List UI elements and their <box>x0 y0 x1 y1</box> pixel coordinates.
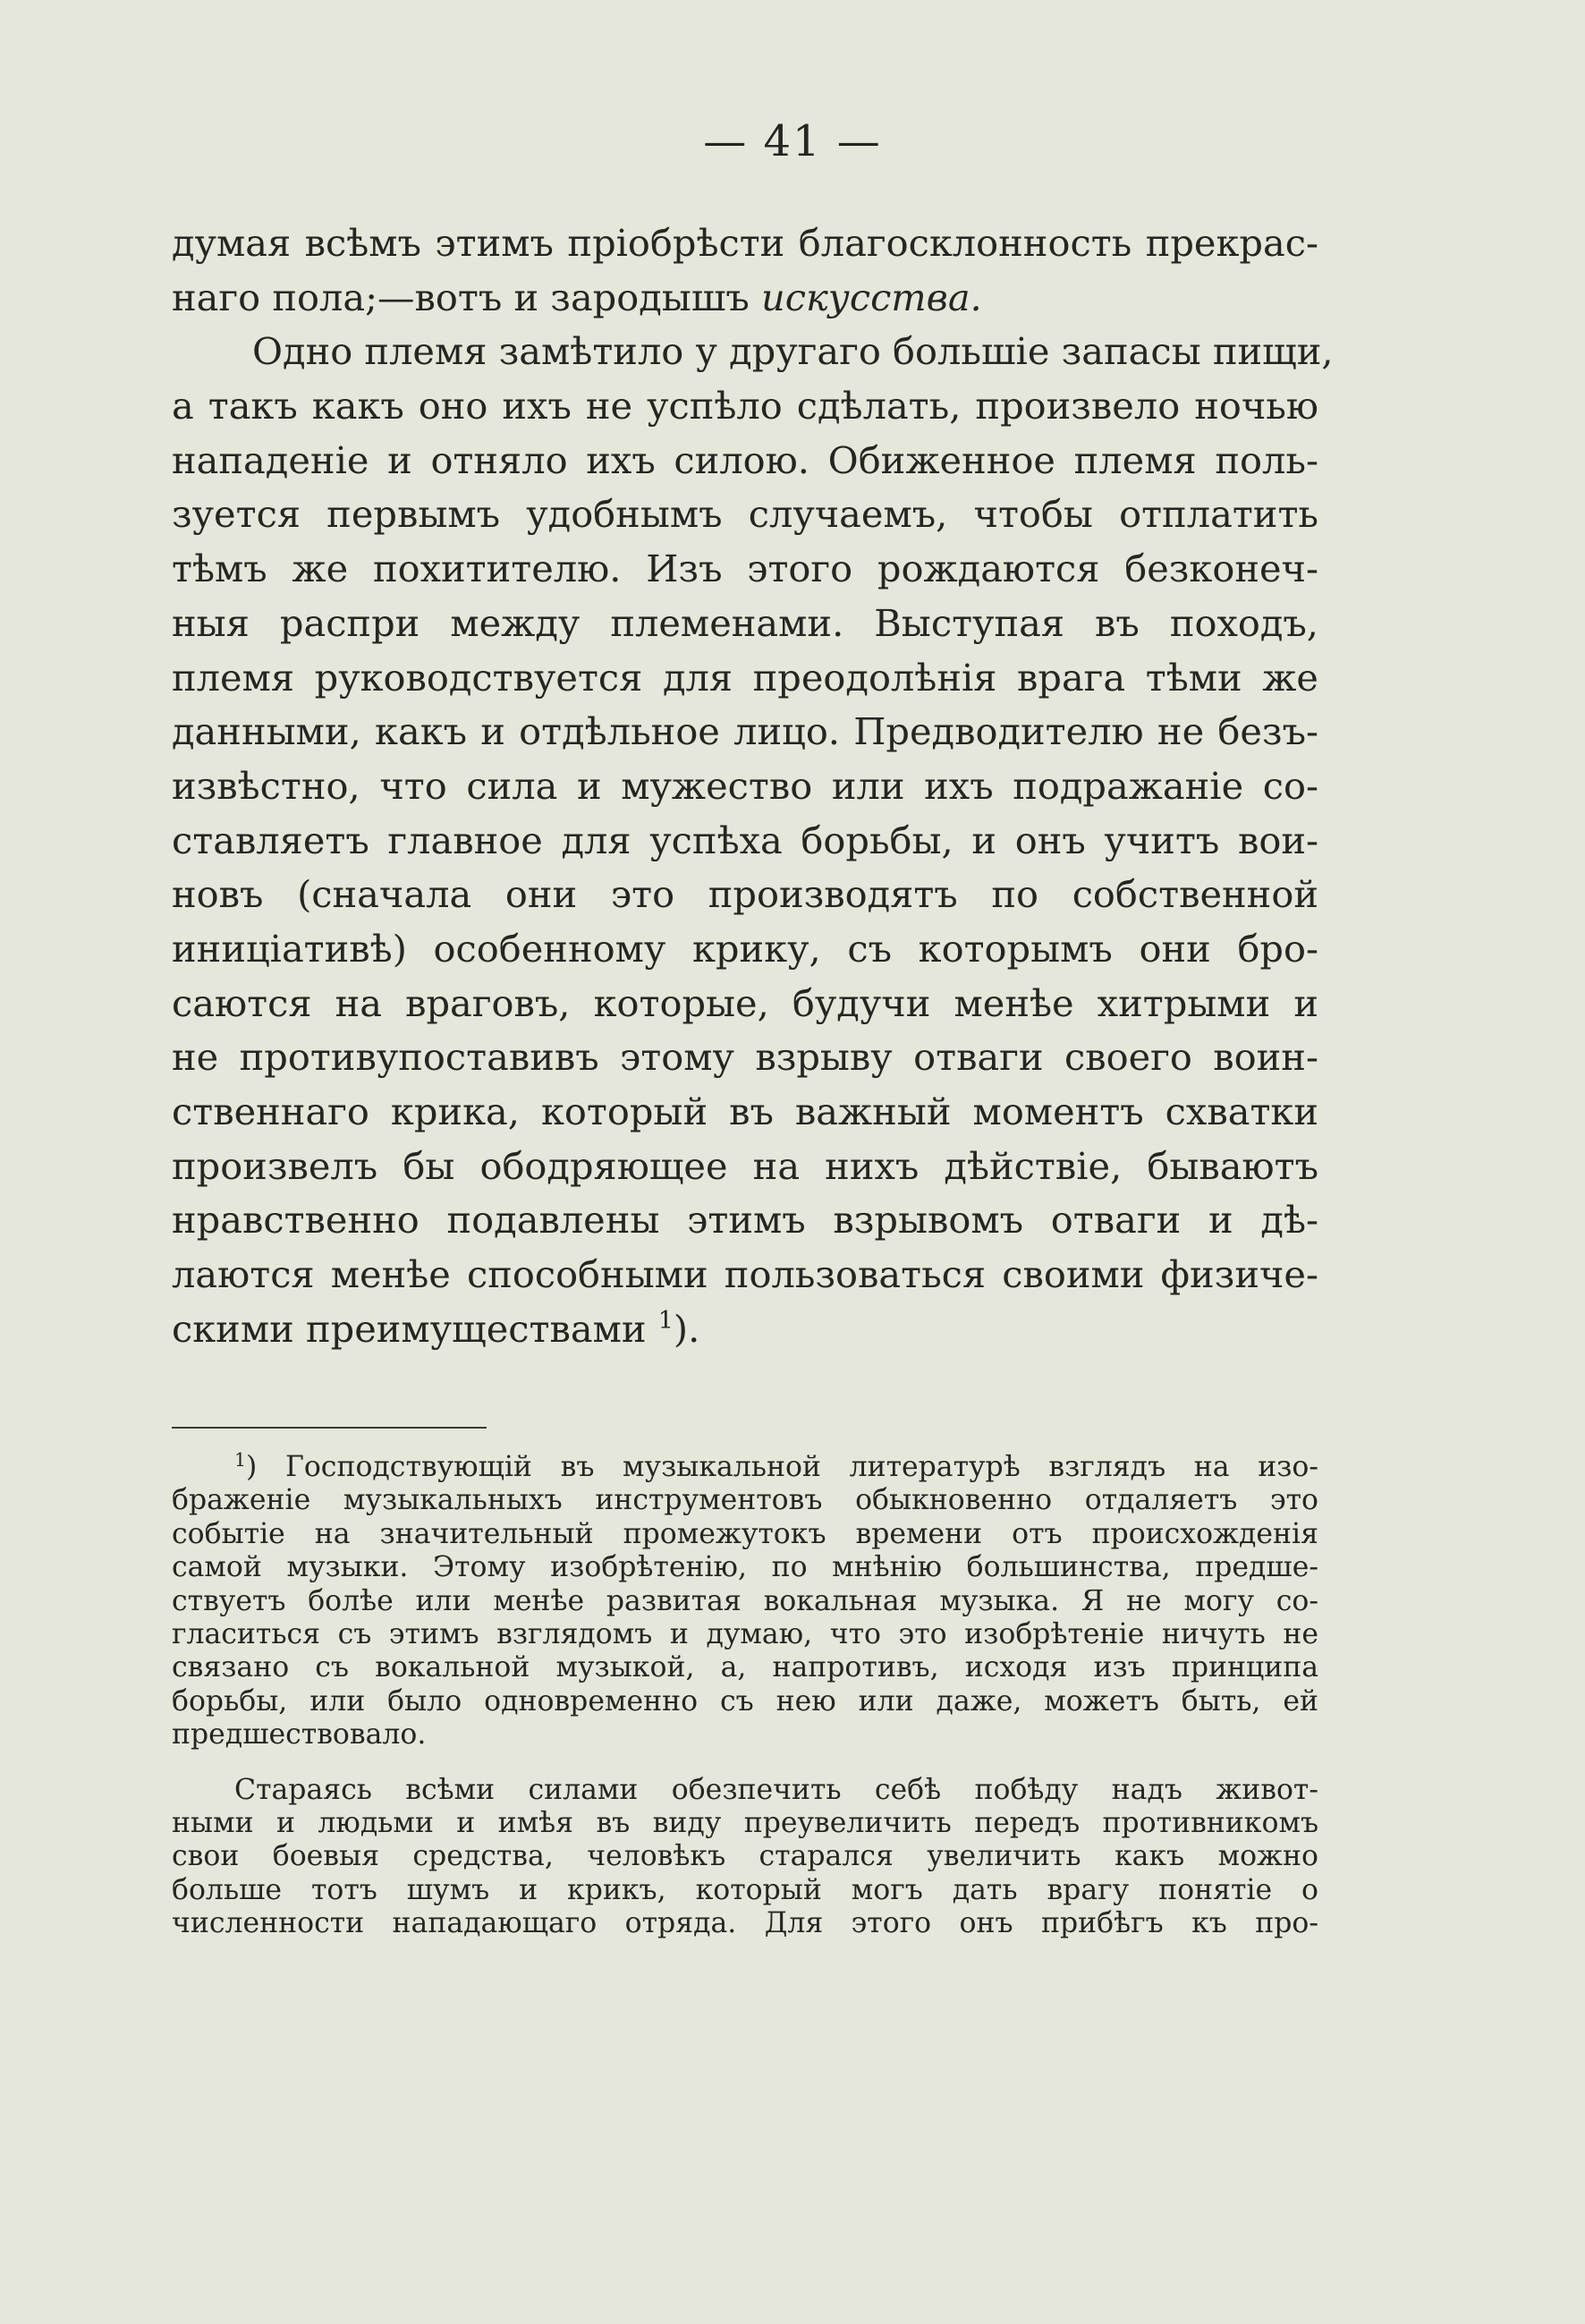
footnote-line-text: ) Господствующій въ музыкальной литературѣ взглядъ на изо- <box>246 1451 1318 1483</box>
text-line: нравственно подавлены этимъ взрывомъ отваги и дѣ- <box>172 1198 1318 1243</box>
text-line: саются на враговъ, которые, будучи менѣе хитрыми и <box>172 980 1318 1025</box>
footnote-line: предшествовало. <box>172 1718 427 1751</box>
text-line: данными, какъ и отдѣльное лицо. Предводителю не безъ- <box>172 709 1318 754</box>
text-line: думая всѣмъ этимъ пріобрѣсти благосклонность прекрас- <box>172 221 1318 265</box>
text-line: ныя распри между племенами. Выступая въ походъ, <box>172 600 1318 645</box>
footnote-line: Стараясь всѣми силами обезпечить себѣ побѣду надъ живот- <box>234 1773 1318 1806</box>
text-line: племя руководствуется для преодолѣнія врага тѣми же <box>172 655 1318 700</box>
footnote-line: свои боевыя средства, человѣкъ старался увеличить какъ можно <box>172 1840 1318 1873</box>
footnote-line: больше тотъ шумъ и крикъ, который могъ дать врагу понятіе о <box>172 1873 1318 1906</box>
footnote-line: численности нападающаго отряда. Для этого онъ прибѣгъ къ про- <box>172 1907 1318 1940</box>
footnote-marker: 1 <box>234 1448 247 1471</box>
text-line: ственнаго крика, который въ важный моментъ схватки <box>172 1090 1318 1133</box>
text-line: нападеніе и отняло ихъ силою. Обиженное племя поль- <box>172 437 1318 482</box>
footnote-line: борьбы, или было одновременно съ нею или даже, можетъ быть, ей <box>172 1684 1318 1718</box>
text-line: иниціативѣ) особенному крику, съ которымъ они бро- <box>172 926 1318 971</box>
footnote-line <box>172 1448 1318 1484</box>
text-line: новъ (сначала они это производятъ по собственной <box>172 872 1318 917</box>
footnote-line: браженіе музыкальныхъ инструментовъ обыкновенно отдаляетъ это <box>172 1484 1318 1517</box>
text-line: извѣстно, что сила и мужество или ихъ подражаніе со- <box>172 763 1318 808</box>
footnote-line: ными и людьми и имѣя въ виду преувеличить передъ противникомъ <box>172 1806 1318 1839</box>
text-line: произвелъ бы ободряющее на нихъ дѣйствіе, бываютъ <box>172 1143 1318 1188</box>
text-line <box>172 271 1318 326</box>
main-text <box>172 216 1334 1356</box>
text-line-start: скими преимуществами <box>172 1306 658 1351</box>
text-line <box>172 1302 1318 1357</box>
text-line: тѣмъ же похитителю. Изъ этого рождаются безконеч- <box>172 547 1318 591</box>
text-line: ставляетъ главное для успѣха борьбы, и онъ учитъ вои- <box>172 818 1318 862</box>
text-line-start: наго пола;—вотъ и зародышъ <box>172 275 761 319</box>
footnote <box>172 1448 1318 1940</box>
paragraph-first-line: Одно племя замѣтило у другаго большіе запасы пищи, <box>252 329 1334 374</box>
paragraph-gap <box>172 1752 1318 1774</box>
footnote-separator <box>172 1427 487 1429</box>
closing-paren: ). <box>673 1306 700 1351</box>
text-line: а такъ какъ оно ихъ не успѣло сдѣлать, произвело ночью <box>172 384 1318 428</box>
footnote-reference[interactable]: 1 <box>657 1306 674 1335</box>
text-line: лаются менѣе способными пользоваться своими физиче- <box>172 1252 1318 1297</box>
footnote-line: событіе на значительный промежутокъ времени отъ происхожденія <box>172 1517 1318 1550</box>
footnote-line: гласиться съ этимъ взглядомъ и думаю, что это изобрѣтеніе ничуть не <box>172 1617 1318 1650</box>
footnote-line: связано съ вокальной музыкой, а, напротивъ, исходя изъ принципа <box>172 1651 1318 1684</box>
text-line: не противупоставивъ этому взрыву отваги своего воин- <box>172 1035 1318 1080</box>
text-line: зуется первымъ удобнымъ случаемъ, чтобы отплатить <box>172 492 1318 537</box>
footnote-line: ствуетъ болѣе или менѣе развитая вокальная музыка. Я не могу со- <box>172 1584 1318 1617</box>
page-number: — 41 — <box>703 116 882 166</box>
italic-word: искусства. <box>761 275 982 319</box>
footnote-line: самой музыки. Этому изобрѣтенію, по мнѣнію большинства, предше- <box>172 1551 1318 1584</box>
